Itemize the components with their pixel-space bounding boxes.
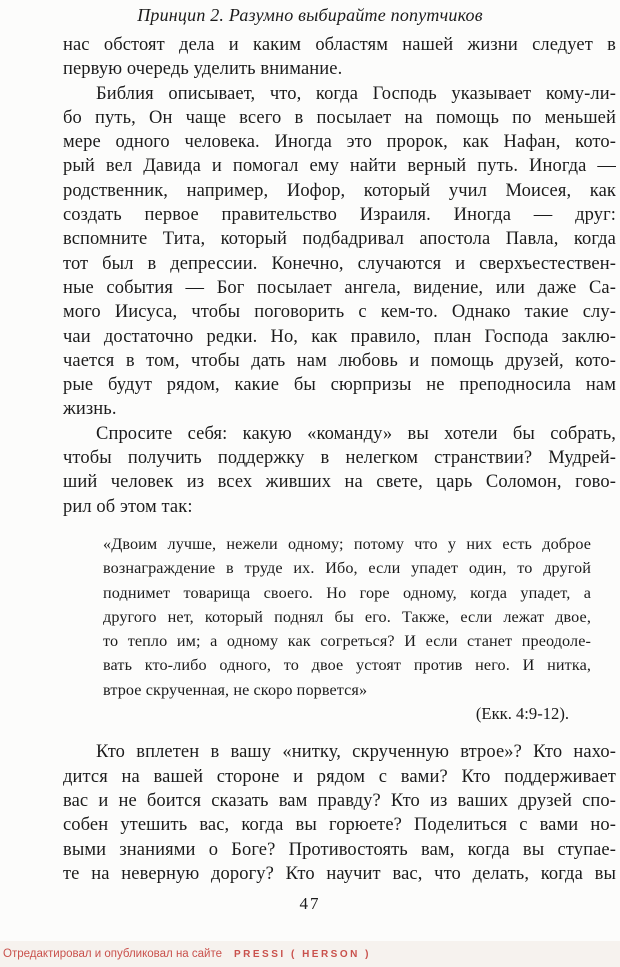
- text-line: чтобы получить поддержку в нелегком странствии? Мудрей-: [63, 448, 616, 469]
- running-header: Принцип 2. Разумно выбирайте попутчиков: [137, 5, 483, 25]
- paragraph-3: [63, 422, 616, 519]
- text-line: родственник, например, Иофор, который учил Моисея, как: [63, 180, 616, 201]
- text-line: Кто вплетен в вашу «нитку, скрученную втрое»? Кто нахо-: [96, 742, 616, 763]
- text-line: те на неверную дорогу? Кто научит вас, что делать, когда вы: [63, 863, 616, 884]
- text-line: нас обстоят дела и каким областям нашей жизни следует в: [63, 35, 616, 55]
- text-line: вас и не боится сказать вам правду? Кто из ваших друзей спо-: [63, 790, 616, 811]
- text-line: жизнь.: [63, 399, 117, 420]
- text-line: рил об этом так:: [63, 496, 193, 517]
- text-line: выми знаниями о Боге? Противостоять вам, когда вы ступае-: [63, 839, 616, 860]
- text-block: [63, 33, 616, 886]
- text-line: чается в том, чтобы дать нам любовь и помощь друзей, кото-: [63, 350, 616, 371]
- text-line: дится на вашей стороне и рядом с вами? Кто поддерживает: [63, 766, 616, 787]
- quote-line: вознаграждение в труде их. Ибо, если упадет один, то другой: [103, 559, 591, 578]
- text-line: Спросите себя: какую «команду» вы хотели бы собрать,: [96, 423, 616, 444]
- text-line: рый вел Давида и помогал ему найти верный путь. Иногда —: [63, 156, 616, 177]
- block-quote: [103, 532, 591, 726]
- text-line: бо путь, Он чаще всего в посылает на помощь по меньшей: [63, 107, 616, 128]
- footer-credit-strip: [0, 941, 620, 967]
- paragraph-1: [63, 33, 616, 82]
- text-line: чаи достаточно редки. Но, как правило, план Господа заклю-: [63, 326, 616, 347]
- text-line: ший человек из всех живших на свете, царь Соломон, гово-: [63, 472, 616, 493]
- page-number: 47: [299, 894, 321, 913]
- text-line: собен утешить вас, когда вы горюете? Поделиться с вами но-: [63, 815, 616, 836]
- scripture-citation: (Екк. 4:9-12).: [475, 704, 569, 724]
- text-line: первую очередь уделить внимание.: [63, 59, 343, 80]
- text-line: тот был в депрессии. Конечно, случаются и сверхъестествен-: [63, 253, 616, 274]
- footer-site-brand: PRESSI ( HERSON ): [234, 948, 371, 960]
- quote-line: вать кто-либо одного, то двое устоят против него. И нитка,: [103, 656, 591, 675]
- quote-line: «Двоим лучше, нежели одному; потому что у них есть доброе: [103, 534, 591, 553]
- footer-credit-text: Отредактировал и опубликовал на сайте: [3, 948, 222, 960]
- quote-line: втрое скрученная, не скоро порвется»: [103, 680, 368, 699]
- text-line: мере одного человека. Иногда это пророк, как Нафан, кото-: [63, 132, 616, 153]
- text-line: мого Иисуса, чтобы поговорить с кем-то. Однако такие слу-: [63, 302, 616, 323]
- text-line: рые будут рядом, какие бы сюрпризы не преподносила нам: [63, 375, 616, 396]
- text-line: создать первое правительство Израиля. Иногда — друг:: [63, 205, 616, 226]
- text-line: ные события — Бог посылает ангела, видение, или даже Са-: [63, 277, 616, 298]
- quote-line: поднимет товарища своего. Но горе одному, когда упадет, а: [103, 583, 591, 602]
- text-line: вспомните Тита, который подбадривал апостола Павла, когда: [63, 229, 616, 250]
- quote-line: то тепло им; а одному как согреться? И если станет преодоле-: [103, 632, 591, 651]
- quote-line: другого нет, который поднял бы его. Также, если лежат двое,: [103, 607, 591, 626]
- paragraph-4: [63, 740, 616, 886]
- paragraph-2: [63, 82, 616, 422]
- text-line: Библия описывает, что, когда Господь указывает кому-ли-: [96, 83, 616, 104]
